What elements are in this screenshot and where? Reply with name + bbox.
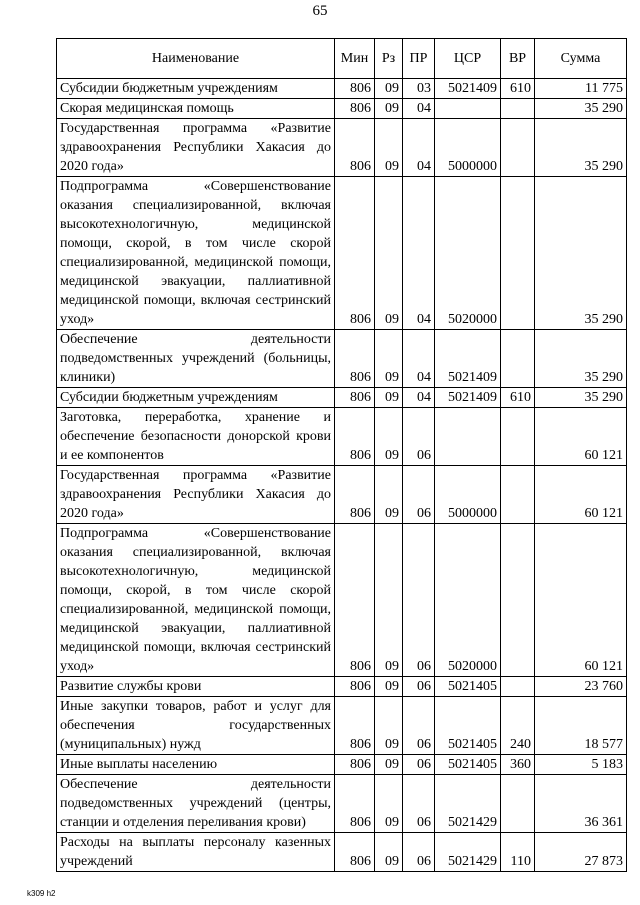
row-min: 806	[335, 755, 375, 775]
row-min: 806	[335, 524, 375, 677]
table-row	[57, 79, 627, 99]
row-rz: 09	[375, 408, 403, 466]
row-name: Расходы на выплаты персоналу казенных учреждений	[57, 833, 335, 872]
row-vr: 610	[501, 388, 535, 408]
row-vr	[501, 99, 535, 119]
row-rz: 09	[375, 833, 403, 872]
row-min: 806	[335, 119, 375, 177]
row-name: Скорая медицинская помощь	[57, 99, 335, 119]
row-sum: 60 121	[535, 408, 627, 466]
row-csr: 5000000	[435, 466, 501, 524]
table-header-row	[57, 39, 627, 79]
row-csr: 5020000	[435, 177, 501, 330]
table-row	[57, 119, 627, 177]
table-row	[57, 330, 627, 388]
header-sum: Сумма	[535, 39, 627, 79]
row-vr: 360	[501, 755, 535, 775]
table-row	[57, 408, 627, 466]
table-row	[57, 775, 627, 833]
row-pr: 06	[403, 697, 435, 755]
row-min: 806	[335, 408, 375, 466]
row-pr: 04	[403, 99, 435, 119]
row-name: Подпрограмма «Совершенствование оказания специализированной, включая высокотехнологичную, медицинской помощи, скорой, в том числе скорой специализированной, медицинской помощи, медицинской эвакуации, паллиативной медицинской помощи, включая сестринский уход»	[57, 524, 335, 677]
table-row	[57, 177, 627, 330]
row-rz: 09	[375, 677, 403, 697]
row-csr: 5021405	[435, 755, 501, 775]
footer-code: k309 h2	[27, 889, 56, 898]
row-rz: 09	[375, 177, 403, 330]
header-name: Наименование	[57, 39, 335, 79]
row-rz: 09	[375, 775, 403, 833]
budget-table	[56, 38, 627, 872]
row-vr	[501, 677, 535, 697]
row-pr: 06	[403, 775, 435, 833]
row-vr	[501, 408, 535, 466]
row-name: Подпрограмма «Совершенствование оказания специализированной, включая высокотехнологичную, медицинской помощи, скорой, в том числе скорой специализированной, медицинской помощи, медицинской эвакуации, паллиативной медицинской помощи, включая сестринский уход»	[57, 177, 335, 330]
row-name: Государственная программа «Развитие здравоохранения Республики Хакасия до 2020 года»	[57, 466, 335, 524]
row-csr: 5021409	[435, 330, 501, 388]
table-row	[57, 388, 627, 408]
row-vr	[501, 775, 535, 833]
row-sum: 35 290	[535, 99, 627, 119]
row-min: 806	[335, 677, 375, 697]
row-csr: 5021405	[435, 677, 501, 697]
row-sum: 60 121	[535, 524, 627, 677]
row-csr: 5021429	[435, 775, 501, 833]
row-csr: 5021409	[435, 79, 501, 99]
row-csr: 5021409	[435, 388, 501, 408]
page-number: 65	[312, 3, 328, 19]
row-csr	[435, 99, 501, 119]
row-name: Развитие службы крови	[57, 677, 335, 697]
row-sum: 23 760	[535, 677, 627, 697]
row-pr: 06	[403, 755, 435, 775]
row-pr: 04	[403, 177, 435, 330]
row-sum: 5 183	[535, 755, 627, 775]
row-pr: 04	[403, 330, 435, 388]
table-row	[57, 466, 627, 524]
row-csr: 5021429	[435, 833, 501, 872]
row-name: Заготовка, переработка, хранение и обеспечение безопасности донорской крови и ее компонентов	[57, 408, 335, 466]
row-sum: 11 775	[535, 79, 627, 99]
row-min: 806	[335, 833, 375, 872]
row-sum: 35 290	[535, 388, 627, 408]
row-vr: 240	[501, 697, 535, 755]
row-sum: 18 577	[535, 697, 627, 755]
header-pr: ПР	[403, 39, 435, 79]
row-csr: 5020000	[435, 524, 501, 677]
row-csr	[435, 408, 501, 466]
row-sum: 60 121	[535, 466, 627, 524]
header-csr: ЦСР	[435, 39, 501, 79]
row-pr: 06	[403, 677, 435, 697]
table-row	[57, 755, 627, 775]
row-rz: 09	[375, 466, 403, 524]
row-name: Обеспечение деятельности подведомственных учреждений (центры, станции и отделения переливания крови)	[57, 775, 335, 833]
table-row	[57, 677, 627, 697]
row-rz: 09	[375, 388, 403, 408]
row-sum: 35 290	[535, 177, 627, 330]
table-row	[57, 99, 627, 119]
row-pr: 06	[403, 408, 435, 466]
row-name: Субсидии бюджетным учреждениям	[57, 388, 335, 408]
row-sum: 35 290	[535, 330, 627, 388]
row-name: Обеспечение деятельности подведомственных учреждений (больницы, клиники)	[57, 330, 335, 388]
row-name: Иные выплаты населению	[57, 755, 335, 775]
row-vr	[501, 466, 535, 524]
row-name: Иные закупки товаров, работ и услуг для обеспечения государственных (муниципальных) нужд	[57, 697, 335, 755]
row-min: 806	[335, 177, 375, 330]
row-min: 806	[335, 775, 375, 833]
table-body	[57, 79, 627, 872]
row-rz: 09	[375, 524, 403, 677]
header-min: Мин	[335, 39, 375, 79]
row-min: 806	[335, 388, 375, 408]
row-csr: 5000000	[435, 119, 501, 177]
row-vr	[501, 524, 535, 677]
row-vr	[501, 177, 535, 330]
row-rz: 09	[375, 755, 403, 775]
row-min: 806	[335, 330, 375, 388]
row-sum: 35 290	[535, 119, 627, 177]
row-pr: 06	[403, 524, 435, 677]
row-vr	[501, 330, 535, 388]
row-sum: 27 873	[535, 833, 627, 872]
row-pr: 04	[403, 388, 435, 408]
row-vr: 110	[501, 833, 535, 872]
row-pr: 06	[403, 833, 435, 872]
row-name: Государственная программа «Развитие здравоохранения Республики Хакасия до 2020 года»	[57, 119, 335, 177]
row-rz: 09	[375, 697, 403, 755]
row-min: 806	[335, 99, 375, 119]
header-rz: Рз	[375, 39, 403, 79]
row-vr: 610	[501, 79, 535, 99]
row-pr: 04	[403, 119, 435, 177]
row-rz: 09	[375, 99, 403, 119]
row-rz: 09	[375, 119, 403, 177]
row-pr: 03	[403, 79, 435, 99]
row-min: 806	[335, 466, 375, 524]
row-csr: 5021405	[435, 697, 501, 755]
table-row	[57, 697, 627, 755]
row-min: 806	[335, 79, 375, 99]
table-row	[57, 524, 627, 677]
row-sum: 36 361	[535, 775, 627, 833]
table-row	[57, 833, 627, 872]
row-vr	[501, 119, 535, 177]
row-name: Субсидии бюджетным учреждениям	[57, 79, 335, 99]
row-rz: 09	[375, 79, 403, 99]
header-vr: ВР	[501, 39, 535, 79]
row-pr: 06	[403, 466, 435, 524]
row-min: 806	[335, 697, 375, 755]
row-rz: 09	[375, 330, 403, 388]
